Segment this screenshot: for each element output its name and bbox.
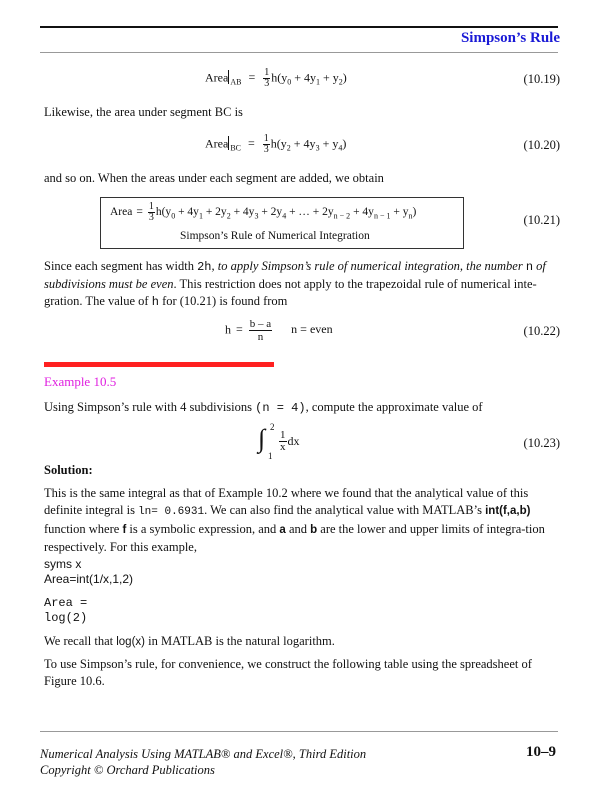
- equation-10-22: h = $\frac{b - a}{n}$ n = even: [225, 318, 333, 343]
- equation-number: (10.20): [523, 138, 560, 152]
- paragraph: Likewise, the area under segment BC is: [44, 105, 243, 119]
- footer-text: Numerical Analysis Using MATLAB® and Excel®, Third Edition Copyright © Orchard Publications: [40, 747, 367, 777]
- paragraph: We recall that log(x) in MATLAB is the natural logarithm.: [44, 634, 335, 648]
- output-line: log(2): [44, 611, 88, 625]
- paragraph: To use Simpson’s rule, for convenience, we construct the following table using the spreadsheet of Figure 10.6.: [44, 657, 532, 688]
- page-number: 10–9: [526, 744, 556, 760]
- equation-caption: Simpson’s Rule of Numerical Integration: [180, 230, 370, 242]
- code-line: syms x: [44, 557, 82, 571]
- equation-10-21: Area = $\frac{1}{3}$ $h(y_0 + 4y_1 + 2y_2 + 4y_3 + 2y_4$ + … + $2y_{n - 2} + 4y_{n - 1} + y_n$): [110, 201, 417, 223]
- footer-rule: [40, 731, 558, 732]
- code-line: Area=int(1/x,1,2): [44, 572, 134, 586]
- solution-label: Solution:: [44, 463, 93, 477]
- equation-10-19: Area $_{AB}$ = $\frac{1}{3}$ $h(y_0 + 4y_1 + y_2)$: [205, 67, 347, 89]
- output-line: Area =: [44, 596, 88, 610]
- equation-number: (10.22): [523, 324, 560, 338]
- equation-10-20: Area $_{BC}$ = $\frac{1}{3}$ $h(y_2 + 4y_3 + y_4)$: [205, 133, 347, 155]
- equation-number: (10.19): [523, 72, 560, 86]
- example-divider: [44, 362, 274, 367]
- paragraph: Using Simpson’s rule with 4 subdivisions (n = 4), compute the approximate value of: [44, 400, 483, 415]
- header-thin-rule: [40, 52, 558, 53]
- equation-number: (10.23): [523, 436, 560, 450]
- example-title: Example 10.5: [44, 374, 117, 389]
- header-rule: [40, 26, 558, 28]
- paragraph: This is the same integral as that of Example 10.2 where we found that the analytical value of this definite integral is ln= 0.6931. We can also find the analytical value with MATLAB’s int(f,a,b) function where f is a symbolic expression, and a and b are the lower and upper limits of integra-tion respectively. For this example,: [44, 486, 545, 554]
- paragraph: and so on. When the areas under each segment are added, we obtain: [44, 171, 384, 185]
- integral-sign: ∫: [258, 424, 266, 453]
- running-title: Simpson’s Rule: [460, 30, 560, 46]
- paragraph: Since each segment has width 2h, to apply Simpson’s rule of numerical integration, the number n of subdivisions must be even. This restriction does not apply to the trapezoidal rule of numerical inte-gration. The value of h for (10.21) is found from: [44, 259, 546, 309]
- equation-10-23: ∫ 2 1 $\frac{1}{x}$ dx: [258, 422, 300, 461]
- equation-number: (10.21): [523, 213, 560, 227]
